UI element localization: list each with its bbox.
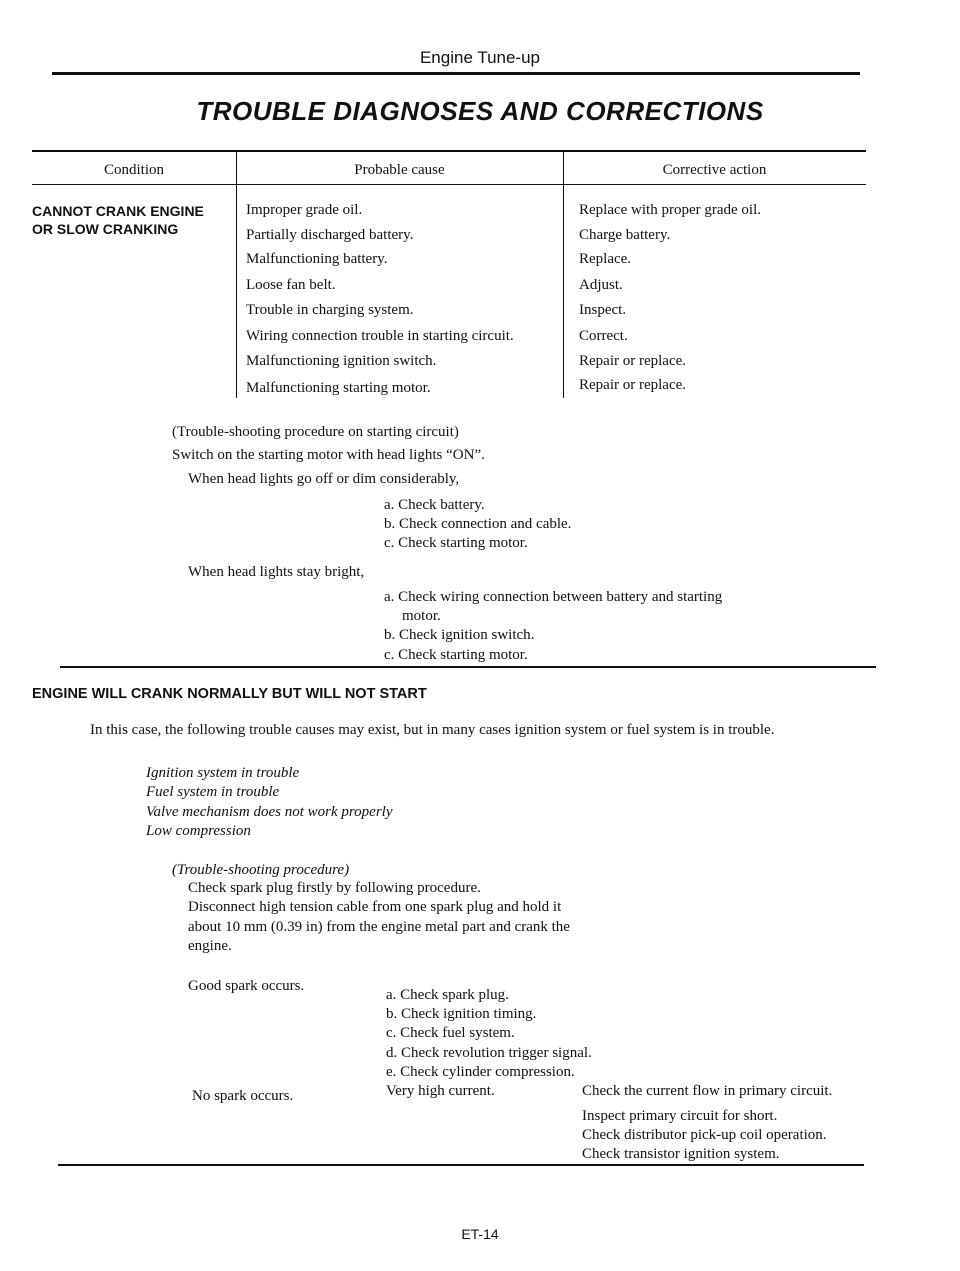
table-row-action: Repair or replace. bbox=[579, 353, 687, 369]
current-step: Check transistor ignition system. bbox=[582, 1146, 780, 1162]
header-probable-cause: Probable cause bbox=[354, 162, 445, 178]
table-row-action: Correct. bbox=[579, 328, 628, 344]
starting-procedure-heading: (Trouble-shooting procedure on starting circuit) bbox=[172, 424, 459, 440]
bright-step: a. Check wiring connection between battery and starting bbox=[384, 589, 723, 605]
header-rule bbox=[52, 72, 860, 75]
procedure-line: Check spark plug firstly by following procedure. bbox=[188, 880, 481, 896]
current-step: Check the current flow in primary circuit. bbox=[582, 1083, 833, 1099]
table-row-cause: Malfunctioning battery. bbox=[246, 251, 388, 267]
table-row-action: Adjust. bbox=[579, 277, 623, 293]
cause-item: Ignition system in trouble bbox=[146, 765, 300, 781]
procedure-line: Disconnect high tension cable from one spark plug and hold it bbox=[188, 899, 562, 915]
section-divider bbox=[60, 666, 876, 668]
page-header: Engine Tune-up bbox=[419, 48, 541, 67]
no-spark-label: No spark occurs. bbox=[192, 1088, 294, 1104]
cause-item: Valve mechanism does not work properly bbox=[146, 804, 393, 820]
table-row-cause: Trouble in charging system. bbox=[246, 302, 414, 318]
starting-procedure-intro: Switch on the starting motor with head lights “ON”. bbox=[172, 447, 485, 463]
condition-cell: CANNOT CRANK ENGINE OR SLOW CRANKING bbox=[32, 203, 204, 237]
current-step: Inspect primary circuit for short. bbox=[582, 1108, 778, 1124]
table-row-cause: Partially discharged battery. bbox=[246, 227, 414, 243]
dim-lights-case: When head lights go off or dim considerably, bbox=[188, 471, 460, 487]
table-top-rule bbox=[32, 150, 866, 152]
table-row-cause: Malfunctioning ignition switch. bbox=[246, 353, 437, 369]
table-row-cause: Malfunctioning starting motor. bbox=[246, 380, 431, 396]
page-title: TROUBLE DIAGNOSES AND CORRECTIONS bbox=[196, 96, 764, 126]
table-row-cause: Wiring connection trouble in starting circuit. bbox=[246, 328, 514, 344]
header-condition: Condition bbox=[103, 162, 164, 178]
current-step: Check distributor pick-up coil operation. bbox=[582, 1127, 827, 1143]
procedure-heading: (Trouble-shooting procedure) bbox=[172, 862, 350, 878]
table-col-divider-1 bbox=[236, 150, 237, 398]
no-start-intro: In this case, the following trouble causes may exist, but in many cases ignition system or fuel system is in trouble. bbox=[90, 722, 775, 738]
bright-step: b. Check ignition switch. bbox=[384, 627, 535, 643]
table-row-action: Inspect. bbox=[579, 302, 627, 318]
bottom-rule bbox=[58, 1164, 864, 1166]
bright-lights-case: When head lights stay bright, bbox=[188, 564, 365, 580]
good-spark-label: Good spark occurs. bbox=[188, 978, 305, 994]
cause-item: Fuel system in trouble bbox=[146, 784, 280, 800]
page-number: ET-14 bbox=[461, 1226, 499, 1242]
dim-step: c. Check starting motor. bbox=[384, 535, 528, 551]
table-row-action: Replace with proper grade oil. bbox=[579, 202, 762, 218]
bright-step: motor. bbox=[402, 608, 441, 624]
table-col-divider-2 bbox=[563, 150, 564, 398]
table-row-action: Repair or replace. bbox=[579, 377, 687, 393]
table-row-action: Replace. bbox=[579, 251, 632, 267]
table-row-cause: Improper grade oil. bbox=[246, 202, 363, 218]
bright-step: c. Check starting motor. bbox=[384, 647, 528, 663]
good-spark-step: d. Check revolution trigger signal. bbox=[386, 1045, 592, 1061]
high-current-label: Very high current. bbox=[386, 1083, 495, 1099]
table-row-action: Charge battery. bbox=[579, 227, 671, 243]
dim-step: b. Check connection and cable. bbox=[384, 516, 572, 532]
good-spark-step: a. Check spark plug. bbox=[386, 987, 509, 1003]
dim-step: a. Check battery. bbox=[384, 497, 485, 513]
header-corrective-action: Corrective action bbox=[662, 162, 767, 178]
procedure-line: about 10 mm (0.39 in) from the engine metal part and crank the bbox=[188, 919, 570, 935]
table-header-rule bbox=[32, 184, 866, 185]
no-start-heading: ENGINE WILL CRANK NORMALLY BUT WILL NOT START bbox=[32, 686, 427, 702]
cause-item: Low compression bbox=[146, 823, 251, 839]
good-spark-step: c. Check fuel system. bbox=[386, 1025, 515, 1041]
good-spark-step: e. Check cylinder compression. bbox=[386, 1064, 575, 1080]
good-spark-step: b. Check ignition timing. bbox=[386, 1006, 537, 1022]
procedure-line: engine. bbox=[188, 938, 232, 954]
table-row-cause: Loose fan belt. bbox=[246, 277, 336, 293]
